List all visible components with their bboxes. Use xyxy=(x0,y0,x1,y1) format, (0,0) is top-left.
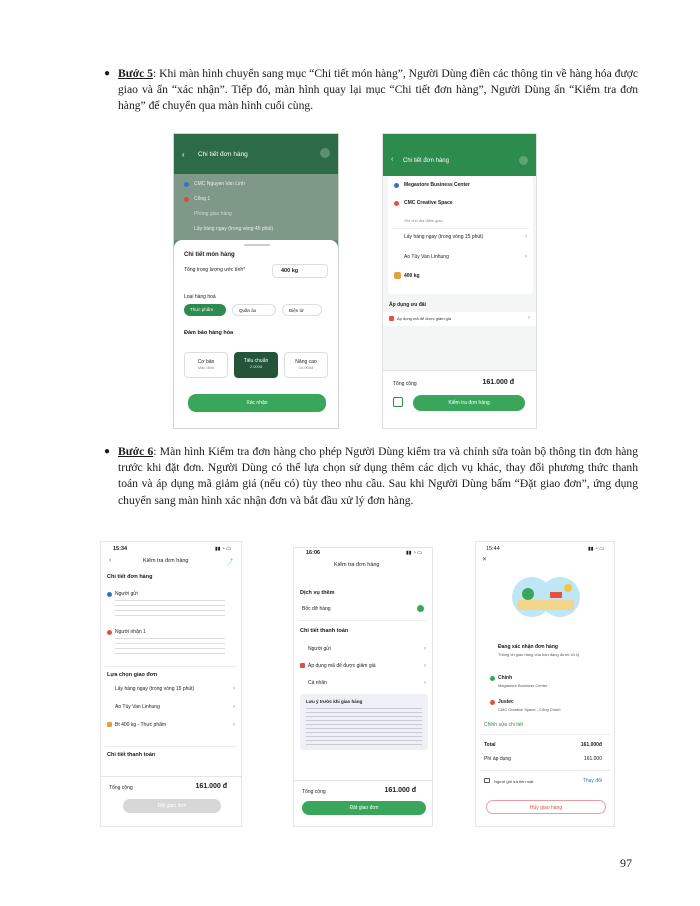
s1-delivery: Lấy hàng ngay (trong vòng 45 phút) xyxy=(194,226,274,232)
divider xyxy=(105,746,237,747)
package-icon xyxy=(394,272,401,279)
chevron-right-icon: › xyxy=(424,663,426,669)
insurance-label: Đảm bảo hàng hóa xyxy=(184,330,234,336)
close-icon[interactable]: ✕ xyxy=(482,557,488,563)
chevron-right-icon: › xyxy=(233,722,235,728)
category-food-label: Thực phẩm xyxy=(190,307,214,312)
share-icon[interactable] xyxy=(519,156,528,165)
s4-place-order-label: Đặt giao đơn xyxy=(349,805,379,811)
screenshot-check-order-scrolled xyxy=(293,547,433,827)
share-icon[interactable] xyxy=(320,148,330,158)
insurance-basic-name: Cơ bản xyxy=(197,359,215,365)
chevron-right-icon: › xyxy=(525,234,527,240)
cancel-delivery-button[interactable] xyxy=(486,800,606,814)
step-6-body: : Màn hình Kiểm tra đơn hàng cho phép Người Dùng kiểm tra và chỉnh sửa toàn bộ thông tin đơn hàng trước khi đặt đơn. Người Dùng có thể lựa chọn sử dụng thêm các dịch vụ khác, thay đổi phương thức thanh toán và áp dụng mã giảm giá (nếu có) tùy theo nhu cầu. Sau khi Người Dùng bấm “Đặt giao đơn”, ứng dụng chuyển sang màn hình xác nhận đơn và bắt đầu xử lý đơn hàng. xyxy=(118,445,638,507)
s5-edit-link[interactable]: Chỉnh sửa chi tiết xyxy=(484,722,523,728)
s4-total-label: Tổng cộng xyxy=(302,789,326,795)
insurance-standard-option[interactable] xyxy=(234,352,278,378)
divider xyxy=(480,770,610,771)
receiver-address-lines xyxy=(115,638,225,654)
chevron-right-icon: › xyxy=(424,680,426,686)
s2-delivery[interactable]: Lấy hàng ngay (trong vòng 15 phút) xyxy=(404,234,484,240)
s3-receiver[interactable]: Người nhận 1 xyxy=(115,629,146,635)
s5-total: 161.000đ xyxy=(580,742,602,748)
pickup-dot-icon xyxy=(394,183,399,188)
bullet-icon: ● xyxy=(104,68,111,79)
s2-promo-title: Áp dụng ưu đãi xyxy=(389,302,426,308)
s5-status-sub: Thông tin giao hàng của bạn đang được xử lý xyxy=(498,652,580,657)
step-5-paragraph xyxy=(104,66,639,115)
s5-status-time: 15:44 xyxy=(486,546,500,552)
weight-label: Tổng trọng lượng ước tính* xyxy=(184,267,246,273)
s3-total-label: Tổng cộng xyxy=(109,785,133,791)
pickup-dot-icon xyxy=(490,676,495,681)
screenshot-item-detail xyxy=(173,133,339,429)
s3-status-time: 15:34 xyxy=(113,546,128,552)
check-order-button[interactable] xyxy=(413,395,525,411)
s3-place-order-label: Đặt giao đơn xyxy=(157,803,187,809)
s4-header: Kiểm tra đơn hàng xyxy=(334,562,380,568)
s2-total: 161.000 đ xyxy=(482,379,514,386)
s2-promo-row[interactable] xyxy=(383,312,536,326)
dropoff-dot-icon xyxy=(184,197,189,202)
step-6-title: Bước 6 xyxy=(118,445,154,458)
s5-total-label: Total xyxy=(484,742,496,748)
delivery-illustration xyxy=(510,572,582,622)
sheet-title: Chi tiết món hàng xyxy=(184,252,235,258)
coupon-icon xyxy=(389,316,394,321)
chevron-right-icon: › xyxy=(424,646,426,652)
s3-section3: Chi tiết thanh toán xyxy=(107,752,156,758)
receiver-dot-icon xyxy=(107,630,112,635)
divider xyxy=(298,620,428,621)
s5-status-title: Đang xác nhận đơn hàng xyxy=(498,644,558,650)
insurance-standard-name: Tiêu chuẩn xyxy=(243,358,269,364)
confirm-button-label: Xác nhận xyxy=(246,400,268,406)
s2-stop1: Megastore Business Center xyxy=(404,182,470,188)
step-5-title: Bước 5 xyxy=(118,67,153,80)
pickup-dot-icon xyxy=(184,182,189,187)
cash-icon xyxy=(484,778,490,783)
s4-status-time: 16:06 xyxy=(306,550,321,556)
s3-section1: Chi tiết đơn hàng xyxy=(107,574,153,580)
screenshot-order-confirmation xyxy=(475,541,615,827)
back-arrow-icon[interactable]: ‹ xyxy=(391,156,394,163)
bullet-icon: ● xyxy=(104,446,111,457)
screenshot-order-detail xyxy=(382,133,537,429)
s4-total: 161.000 đ xyxy=(384,787,416,794)
status-icons: ▮▮ ◔ ▭ xyxy=(214,546,231,552)
dropoff-dot-icon xyxy=(490,700,495,705)
s4-pay1[interactable]: Người gửi xyxy=(308,646,331,652)
s4-services-title: Dịch vụ thêm xyxy=(300,590,335,596)
category-electronics-chip[interactable] xyxy=(282,304,322,316)
s1-dimmed-order xyxy=(174,174,338,240)
s2-stop2: CMC Creative Space xyxy=(404,200,453,206)
sheet-handle[interactable] xyxy=(244,244,270,246)
s2-total-label: Tổng cộng xyxy=(393,381,417,387)
chevron-right-icon: › xyxy=(525,254,527,260)
divider xyxy=(105,666,237,667)
s3-total: 161.000 đ xyxy=(195,783,227,790)
s5-stop1-sub: Megastore Business Center xyxy=(498,683,548,688)
insurance-advanced-name: Nâng cao xyxy=(295,359,317,365)
s2-note[interactable]: Ghi chú địa điểm giao xyxy=(404,218,443,223)
s5-stop2-sub: CMC Creative Space - Cổng Chính xyxy=(498,707,561,712)
s4-place-order-button[interactable] xyxy=(302,801,426,815)
category-electronics-label: Điện tử xyxy=(289,308,304,313)
insurance-basic-option[interactable] xyxy=(184,352,228,378)
s4-pay3[interactable]: Cá nhân xyxy=(308,680,327,686)
s1-note: Phòng giao hàng xyxy=(194,211,232,217)
s2-item[interactable]: 400 kg xyxy=(404,273,420,279)
notice-text-lines xyxy=(306,708,422,746)
package-icon xyxy=(107,722,112,727)
s4-pay2[interactable]: Áp dụng mã để được giảm giá xyxy=(308,663,376,669)
category-food-chip[interactable] xyxy=(184,304,226,316)
step-5-text-block xyxy=(118,66,638,115)
sender-address-lines xyxy=(115,600,225,616)
divider xyxy=(480,734,610,735)
s3-header: Kiểm tra đơn hàng xyxy=(143,558,189,564)
s3-opt3[interactable]: Bt 400 kg - Thực phẩm xyxy=(115,722,167,728)
s5-fee: 161.000 xyxy=(583,756,602,762)
chevron-right-icon: › xyxy=(233,704,235,710)
confirm-button[interactable] xyxy=(188,394,326,412)
step-6-paragraph xyxy=(104,444,638,509)
s1-header-title: Chi tiết đơn hàng xyxy=(198,151,248,158)
cancel-delivery-label: Hủy giao hàng xyxy=(529,805,563,811)
item-detail-sheet xyxy=(174,240,338,429)
back-arrow-icon[interactable]: ‹ xyxy=(109,557,112,564)
s4-payment-title: Chi tiết thanh toán xyxy=(300,628,349,634)
status-icons: ▮▮ ◔ ▭ xyxy=(405,550,422,556)
weight-value: 400 kg xyxy=(281,268,299,274)
s2-contact[interactable]: Ao Tùy Van Linhung xyxy=(404,254,449,260)
insurance-basic-sub: Mặc định xyxy=(197,365,215,370)
step-6-text-block xyxy=(118,444,638,509)
s5-fee-label: Phí áp dụng xyxy=(484,756,511,762)
insurance-standard-sub: 2.000đ xyxy=(249,364,263,369)
add-service-icon[interactable] xyxy=(417,605,424,612)
coupon-icon xyxy=(300,663,305,668)
insurance-advanced-option[interactable] xyxy=(284,352,328,378)
dropoff-dot-icon xyxy=(394,201,399,206)
s2-footer xyxy=(383,370,536,429)
s5-pay-label: Người gửi trả tiền mặt xyxy=(494,779,534,784)
screenshot-check-order-top xyxy=(100,541,242,827)
share-icon[interactable]: ⤴ xyxy=(226,560,233,566)
category-clothes-label: Quần áo xyxy=(239,308,257,313)
s3-section2: Lựa chọn giao đơn xyxy=(107,672,158,678)
s3-footer xyxy=(101,776,241,827)
back-arrow-icon[interactable]: ‹ xyxy=(182,150,185,159)
category-label: Loại hàng hoá xyxy=(184,294,216,300)
s3-place-order-button[interactable] xyxy=(123,799,221,813)
s5-stop1: Chính xyxy=(498,675,513,681)
s1-pickup: CMC Nguyen Van Linh xyxy=(194,181,245,187)
step-5-body: : Khi màn hình chuyển sang mục “Chi tiết món hàng”, Người Dùng điền các thông tin về hàng hóa được giao và ấn “xác nhận”. Tiếp đó, màn hình quay lại mục “Chi tiết đơn hàng”, Người Dùng ấn “Kiểm tra đơn hàng” để chuyển qua màn hình cuối cùng. xyxy=(118,67,639,113)
page-number: 97 xyxy=(620,856,632,870)
s3-opt1[interactable]: Lấy hàng ngay (trong vòng 15 phút) xyxy=(115,686,195,692)
s5-pay-action[interactable]: Thay đổi xyxy=(582,778,602,784)
s5-stop2: Justec xyxy=(498,699,514,705)
divider xyxy=(392,228,529,229)
s2-header xyxy=(383,134,536,176)
sender-dot-icon xyxy=(107,592,112,597)
s1-dropoff: Cổng 1 xyxy=(194,196,211,202)
s2-header-title: Chi tiết đơn hàng xyxy=(403,158,449,164)
check-order-button-label: Kiểm tra đơn hàng xyxy=(448,400,490,406)
s4-footer xyxy=(294,780,432,827)
insurance-advanced-sub: 10.000đ xyxy=(298,365,314,370)
category-clothes-chip[interactable] xyxy=(232,304,276,316)
s4-notice-title: Lưu ý trước khi giao hàng xyxy=(306,699,363,704)
s4-service1[interactable]: Bốc dỡ hàng xyxy=(302,606,331,612)
s3-opt2[interactable]: Ao Tùy Van Linhung xyxy=(115,704,160,710)
weight-input[interactable] xyxy=(272,264,328,278)
chevron-right-icon: › xyxy=(528,315,530,321)
s2-order-card xyxy=(388,176,533,294)
notice-box xyxy=(300,694,428,750)
chevron-right-icon: › xyxy=(233,686,235,692)
bookmark-icon[interactable] xyxy=(393,397,403,407)
s1-header xyxy=(174,134,338,174)
s3-sender[interactable]: Người gửi xyxy=(115,591,138,597)
s2-promo: Áp dụng mã để được giảm giá xyxy=(397,316,451,321)
status-icons: ▮▮ ◔ ▭ xyxy=(587,546,604,552)
